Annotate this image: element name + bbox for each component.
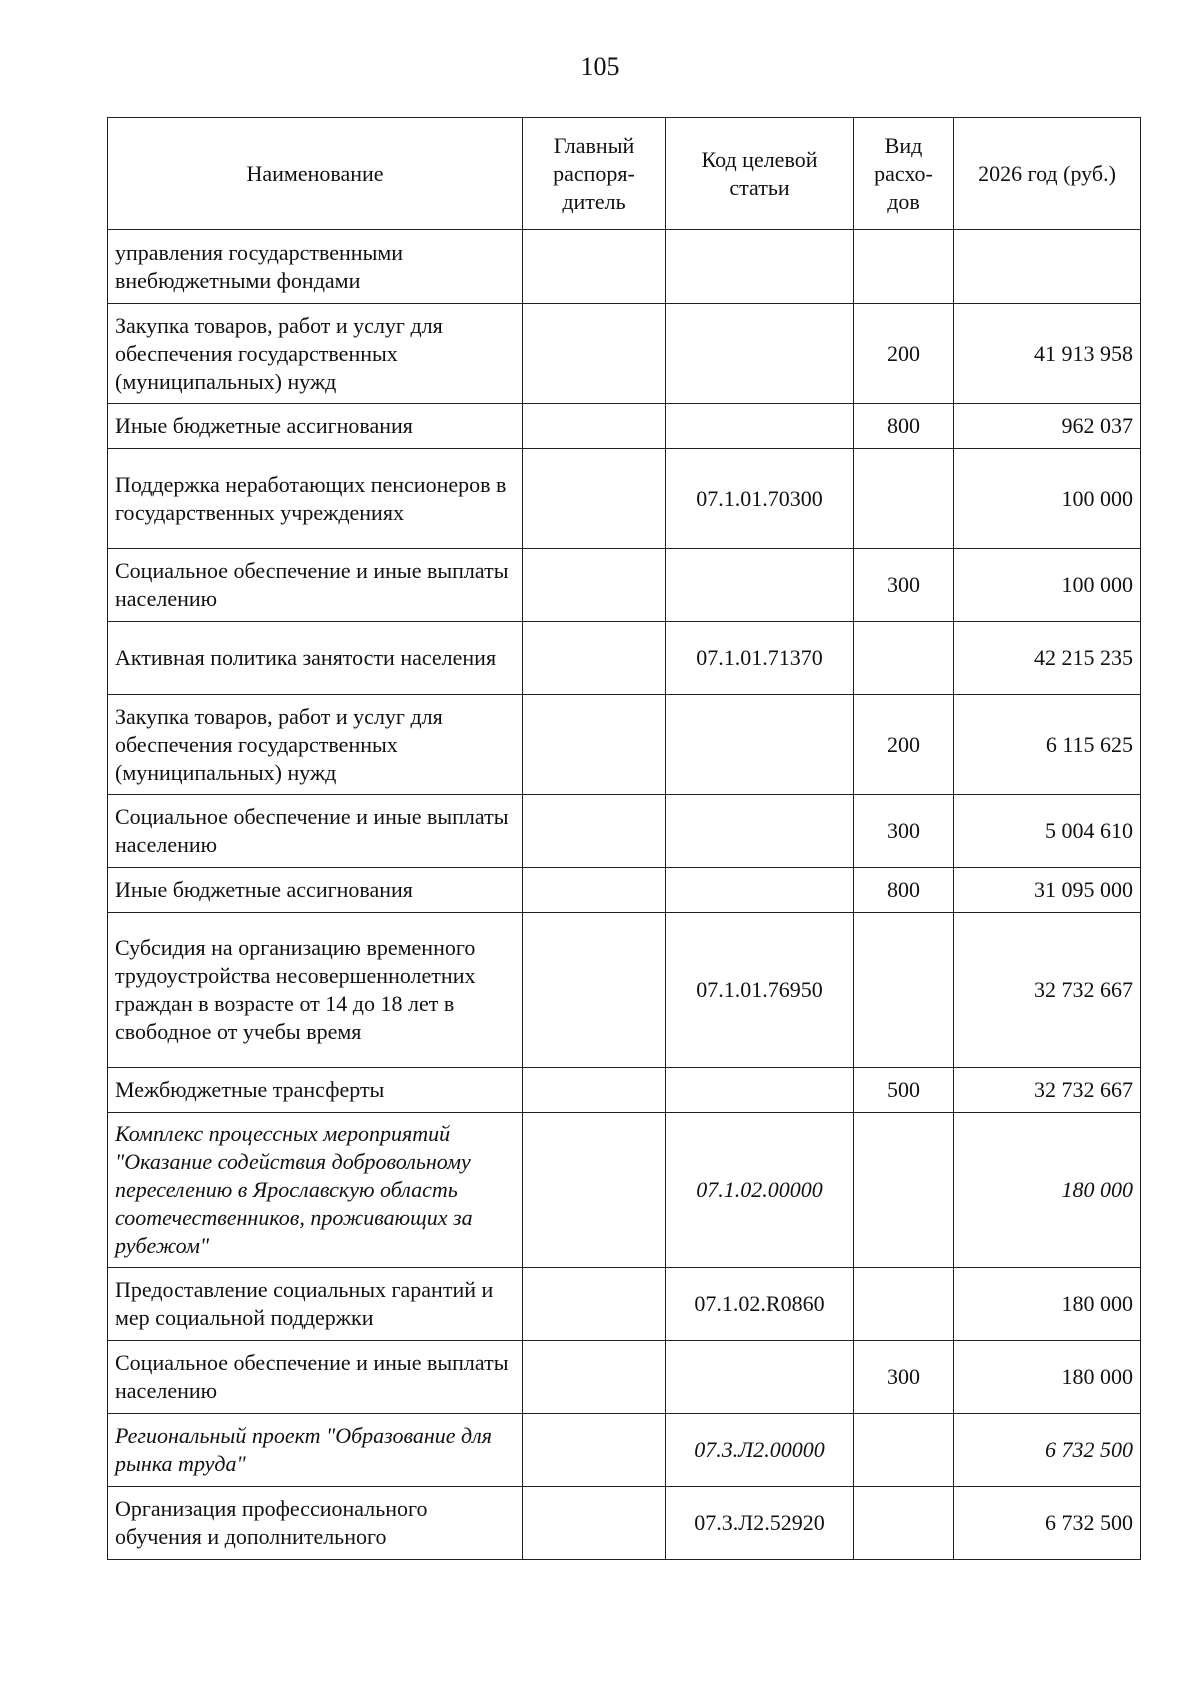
cell-amount: 32 732 667 (954, 1068, 1141, 1113)
cell-amount: 41 913 958 (954, 304, 1141, 404)
cell-amount: 100 000 (954, 449, 1141, 549)
page-number: 105 (580, 52, 620, 81)
cell-name: Поддержка неработающих пенсионеров в государственных учреждениях (108, 449, 523, 549)
table-row (108, 230, 1141, 304)
table-row (108, 622, 1141, 695)
cell-amount: 180 000 (954, 1341, 1141, 1414)
cell-type (854, 1414, 954, 1487)
cell-chief (523, 1268, 666, 1341)
cell-chief (523, 304, 666, 404)
table-row (108, 549, 1141, 622)
header-name: Наименование (108, 118, 523, 230)
table-row (108, 1487, 1141, 1560)
cell-name: Закупка товаров, работ и услуг для обеспечения государственных (муниципальных) нужд (108, 695, 523, 795)
table-row (108, 1268, 1141, 1341)
cell-type (854, 1487, 954, 1560)
cell-amount: 6 732 500 (954, 1414, 1141, 1487)
header-type: Вид расхо-дов (854, 118, 954, 230)
cell-code: 07.1.01.76950 (666, 913, 854, 1068)
cell-code: 07.1.01.71370 (666, 622, 854, 695)
cell-type (854, 1113, 954, 1268)
cell-name: Региональный проект "Образование для рынка труда" (108, 1414, 523, 1487)
cell-name: Закупка товаров, работ и услуг для обеспечения государственных (муниципальных) нужд (108, 304, 523, 404)
cell-code (666, 549, 854, 622)
cell-name: Комплекс процессных мероприятий "Оказание содействия добровольному переселению в Ярославскую область соотечественников, проживающих за рубежом" (108, 1113, 523, 1268)
cell-chief (523, 1487, 666, 1560)
cell-chief (523, 1414, 666, 1487)
table-row (108, 449, 1141, 549)
table-row (108, 304, 1141, 404)
cell-amount: 6 732 500 (954, 1487, 1141, 1560)
cell-amount: 31 095 000 (954, 868, 1141, 913)
cell-code (666, 1341, 854, 1414)
table-row (108, 404, 1141, 449)
cell-chief (523, 549, 666, 622)
cell-name: Социальное обеспечение и иные выплаты населению (108, 795, 523, 868)
cell-code: 07.1.02.00000 (666, 1113, 854, 1268)
cell-code: 07.3.Л2.00000 (666, 1414, 854, 1487)
cell-code (666, 304, 854, 404)
cell-amount: 32 732 667 (954, 913, 1141, 1068)
cell-name: управления государственными внебюджетными фондами (108, 230, 523, 304)
table-row (108, 1341, 1141, 1414)
header-row (108, 118, 1141, 230)
cell-type: 500 (854, 1068, 954, 1113)
cell-code (666, 230, 854, 304)
cell-chief (523, 1341, 666, 1414)
cell-amount (954, 230, 1141, 304)
cell-type (854, 622, 954, 695)
cell-chief (523, 622, 666, 695)
cell-code (666, 795, 854, 868)
cell-code: 07.3.Л2.52920 (666, 1487, 854, 1560)
cell-name: Иные бюджетные ассигнования (108, 868, 523, 913)
cell-code (666, 695, 854, 795)
cell-chief (523, 404, 666, 449)
cell-amount: 5 004 610 (954, 795, 1141, 868)
budget-table (107, 117, 1141, 1560)
cell-type: 300 (854, 549, 954, 622)
cell-chief (523, 913, 666, 1068)
cell-code: 07.1.02.R0860 (666, 1268, 854, 1341)
cell-name: Социальное обеспечение и иные выплаты населению (108, 1341, 523, 1414)
cell-name: Активная политика занятости населения (108, 622, 523, 695)
cell-type: 300 (854, 1341, 954, 1414)
cell-type: 800 (854, 868, 954, 913)
table-row (108, 1068, 1141, 1113)
cell-chief (523, 230, 666, 304)
table-row (108, 695, 1141, 795)
table-row (108, 1113, 1141, 1268)
table-row (108, 868, 1141, 913)
cell-code (666, 404, 854, 449)
cell-name: Субсидия на организацию временного трудоустройства несовершеннолетних граждан в возрасте от 14 до 18 лет в свободное от учебы время (108, 913, 523, 1068)
cell-amount: 100 000 (954, 549, 1141, 622)
cell-type: 300 (854, 795, 954, 868)
table-row (108, 913, 1141, 1068)
cell-type (854, 449, 954, 549)
cell-chief (523, 868, 666, 913)
cell-amount: 180 000 (954, 1268, 1141, 1341)
cell-chief (523, 695, 666, 795)
cell-name: Социальное обеспечение и иные выплаты населению (108, 549, 523, 622)
cell-code (666, 1068, 854, 1113)
cell-amount: 962 037 (954, 404, 1141, 449)
cell-type (854, 230, 954, 304)
table-row (108, 795, 1141, 868)
cell-chief (523, 449, 666, 549)
cell-type (854, 1268, 954, 1341)
cell-name: Предоставление социальных гарантий и мер социальной поддержки (108, 1268, 523, 1341)
cell-chief (523, 1113, 666, 1268)
cell-code (666, 868, 854, 913)
table-body (108, 230, 1141, 1560)
header-amount: 2026 год (руб.) (954, 118, 1141, 230)
cell-name: Иные бюджетные ассигнования (108, 404, 523, 449)
cell-chief (523, 1068, 666, 1113)
header-chief: Главный распоря-дитель (523, 118, 666, 230)
cell-name: Межбюджетные трансферты (108, 1068, 523, 1113)
cell-amount: 42 215 235 (954, 622, 1141, 695)
cell-type: 200 (854, 304, 954, 404)
cell-amount: 180 000 (954, 1113, 1141, 1268)
table-row (108, 1414, 1141, 1487)
cell-type (854, 913, 954, 1068)
cell-name: Организация профессионального обучения и дополнительного (108, 1487, 523, 1560)
cell-code: 07.1.01.70300 (666, 449, 854, 549)
cell-type: 800 (854, 404, 954, 449)
cell-amount: 6 115 625 (954, 695, 1141, 795)
cell-type: 200 (854, 695, 954, 795)
header-code: Код целевой статьи (666, 118, 854, 230)
cell-chief (523, 795, 666, 868)
